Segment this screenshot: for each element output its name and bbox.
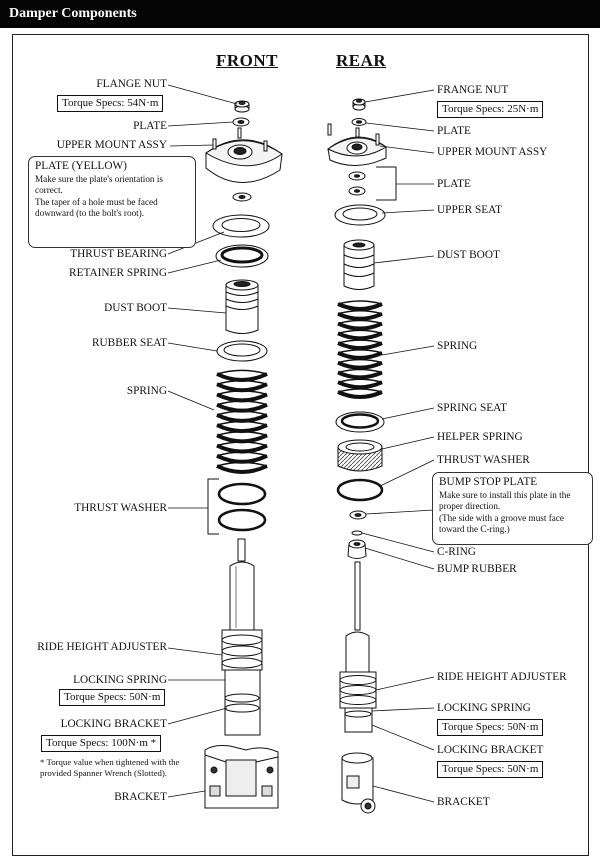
spring-coil <box>217 466 267 472</box>
rear-plates-stack <box>349 167 396 200</box>
rear-frange-nut-label: FRANGE NUT <box>437 84 509 96</box>
rear-upper-seat <box>335 205 385 225</box>
spring-coil-back <box>338 360 382 363</box>
spring-coil-back <box>217 381 267 385</box>
front-thrust-washers <box>208 479 265 534</box>
spring-coil-back <box>338 369 382 372</box>
front-upper-mount-label: UPPER MOUNT ASSY <box>56 139 167 151</box>
front-small-plate <box>233 193 251 201</box>
rear-upper-mount <box>328 124 386 166</box>
spring-coil-back <box>217 462 267 466</box>
rear-frange-nut-torque: Torque Specs: 25N·m <box>437 101 543 118</box>
rear-bracket-label: BRACKET <box>437 796 490 808</box>
rear-plate2-label: PLATE <box>437 178 471 190</box>
bump-note-line2: (The side with a groove must face toward the C-ring.) <box>439 512 565 534</box>
spring-coil-back <box>338 321 382 324</box>
front-retainer-spring-label: RETAINER SPRING <box>69 267 167 279</box>
spring-coil-back <box>217 391 267 395</box>
spring-coil-back <box>338 330 382 333</box>
front-torque-footnote: * Torque value when tightened with the provided Spanner Wrench (Slotted). <box>40 757 180 778</box>
spring-coil <box>217 384 267 390</box>
plate-note-line2: The taper of a hole must be faced downward (to the bolt's root). <box>35 196 158 218</box>
spring-coil <box>338 372 382 377</box>
rear-bump-rubber-label: BUMP RUBBER <box>437 563 517 575</box>
spring-coil-back <box>338 340 382 343</box>
spring-coil <box>338 304 382 309</box>
spring-coil <box>338 363 382 368</box>
spring-coil-back <box>217 411 267 415</box>
front-rubber-seat <box>217 341 267 361</box>
rear-thrust-washer <box>338 480 382 500</box>
front-ride-height-adjuster-label: RIDE HEIGHT ADJUSTER <box>37 641 167 653</box>
rear-locking-bracket-torque: Torque Specs: 50N·m <box>437 761 543 778</box>
front-flange-nut-label: FLANGE NUT <box>96 78 167 90</box>
front-thrust-washer-label: THRUST WASHER <box>74 502 167 514</box>
rear-dust-boot-label: DUST BOOT <box>437 249 500 261</box>
rear-spring-label: SPRING <box>437 340 478 352</box>
front-thrust-bearing-label: THRUST BEARING <box>70 248 167 260</box>
front-bracket-label: BRACKET <box>114 791 167 803</box>
rear-bracket <box>342 753 375 813</box>
spring-coil-back <box>217 422 267 426</box>
rear-bump-stop-plate <box>350 511 366 519</box>
rear-spring-seat-label: SPRING SEAT <box>437 402 507 414</box>
front-spring-label: SPRING <box>126 385 167 397</box>
front-thrust-bearing <box>213 215 269 237</box>
front-bracket <box>205 746 278 809</box>
spring-coil <box>338 333 382 338</box>
spring-coil <box>217 456 267 462</box>
spring-coil <box>217 405 267 411</box>
leader-lines <box>168 85 434 802</box>
front-retainer-spring <box>216 245 268 267</box>
spring-coil-back <box>217 401 267 405</box>
rear-title: REAR <box>336 51 387 70</box>
front-flange-nut-torque: Torque Specs: 54N·m <box>57 95 163 112</box>
spring-coil-back <box>338 379 382 382</box>
rear-dust-boot <box>344 240 374 290</box>
rear-upper-mount-label: UPPER MOUNT ASSY <box>437 146 548 158</box>
rear-bump-rubber <box>348 540 366 559</box>
front-rubber-seat-label: RUBBER SEAT <box>91 337 167 349</box>
rear-locking-spring-label: LOCKING SPRING <box>437 702 531 714</box>
front-locking-bracket-torque: Torque Specs: 100N·m * <box>41 735 161 752</box>
front-damper-body <box>222 539 262 735</box>
bump-stop-plate-note <box>432 472 593 545</box>
spring-coil <box>338 324 382 329</box>
spring-coil-back <box>338 350 382 353</box>
rear-spring <box>338 301 382 397</box>
spring-coil-back <box>217 370 267 374</box>
spring-coil <box>338 382 382 387</box>
rear-upper-seat-label: UPPER SEAT <box>437 204 502 216</box>
rear-locking-bracket-label: LOCKING BRACKET <box>437 744 544 756</box>
bump-note-line1: Make sure to install this plate in the proper direction. <box>439 489 571 511</box>
bump-note-title: BUMP STOP PLATE <box>439 476 538 488</box>
front-locking-bracket-label: LOCKING BRACKET <box>60 718 167 730</box>
rear-spring-seat <box>336 412 384 432</box>
front-locking-spring-torque: Torque Specs: 50N·m <box>59 689 165 706</box>
rear-plate <box>352 119 366 126</box>
spring-coil-back <box>338 389 382 392</box>
spring-coil-back <box>217 442 267 446</box>
front-plate-label: PLATE <box>133 120 167 132</box>
plate-note-title: PLATE (YELLOW) <box>35 160 127 172</box>
front-dust-boot <box>226 280 258 334</box>
rear-plate-label: PLATE <box>437 125 471 137</box>
spring-coil <box>217 415 267 421</box>
front-title: FRONT <box>216 51 278 70</box>
rear-locking-spring-torque: Torque Specs: 50N·m <box>437 719 543 736</box>
front-flange-nut <box>235 101 249 112</box>
front-locking-spring-label: LOCKING SPRING <box>73 674 167 686</box>
front-upper-mount <box>206 128 282 183</box>
rear-thrust-washer-label: THRUST WASHER <box>437 454 530 466</box>
spring-coil-back <box>217 452 267 456</box>
front-dust-boot-label: DUST BOOT <box>104 302 167 314</box>
plate-yellow-note <box>28 156 196 248</box>
plate-note-line1: Make sure the plate's orientation is correct. <box>35 173 163 195</box>
spring-coil <box>217 394 267 400</box>
spring-coil <box>338 314 382 319</box>
spring-coil-back <box>217 432 267 436</box>
spring-coil <box>338 392 382 397</box>
rear-c-ring <box>352 531 362 535</box>
rear-helper-spring <box>338 440 382 471</box>
rear-ride-height-adjuster-label: RIDE HEIGHT ADJUSTER <box>437 671 567 683</box>
rear-frange-nut <box>353 99 365 110</box>
spring-coil <box>217 435 267 441</box>
spring-coil <box>338 353 382 358</box>
spring-coil <box>217 425 267 431</box>
spring-coil <box>217 374 267 380</box>
rear-c-ring-label: C-RING <box>437 546 476 558</box>
section-title: Damper Components <box>9 6 137 21</box>
spring-coil-back <box>338 311 382 314</box>
front-plate <box>233 118 249 126</box>
spring-coil-back <box>338 301 382 304</box>
spring-coil <box>338 343 382 348</box>
spring-coil <box>217 446 267 452</box>
rear-helper-spring-label: HELPER SPRING <box>437 431 523 443</box>
front-spring <box>217 370 267 472</box>
rear-damper-body <box>340 562 376 732</box>
